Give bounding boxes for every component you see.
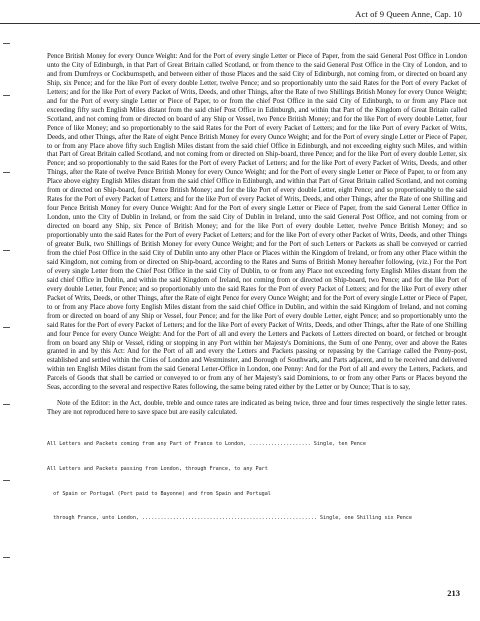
rate-line: All Letters and Packets passing from London, through France, to any Part xyxy=(47,465,268,472)
margin-mark xyxy=(3,557,10,558)
running-header-title: Act of 9 Queen Anne, Cap. 10 xyxy=(355,9,462,19)
main-text xyxy=(47,52,467,539)
margin-mark xyxy=(3,95,10,96)
header-rule xyxy=(0,23,480,24)
rate-line: All Letters and Packets coming from any Part of France to London, .................... Single, ten Pence xyxy=(47,440,366,447)
margin-mark xyxy=(3,250,10,251)
rate-list xyxy=(47,423,467,539)
margin-marks xyxy=(0,0,14,621)
rate-line: through France, unto London, ......................................................... Single, one Shilling six Pence xyxy=(47,515,412,522)
margin-mark xyxy=(3,404,10,405)
margin-mark xyxy=(3,43,10,44)
rate-line: of Spain or Portugal (Port paid to Bayonne) and from Spain and Portugal xyxy=(47,490,271,497)
page-number: 213 xyxy=(447,588,460,598)
body-paragraph: Pence British Money for every Ounce Weight: And for the Port of every single Letter or Piece of Paper, from the said General Post Office in London unto the City of Edinburgh, in that Part of Great Britain called Scotland, or from thence to the said General Post Office in the City of London, and to and from Dumfreys or Cockburnspeth, and between either of those Places and the said City of Edinburgh, not coming from, or directed on board any Ship, six Pence; and for the like Port of every double Letter, twelve Pence; and so proportionably unto the said Rates for the Port of every Packet of Letters; and for the like Port of every Packet of Writs, Deeds, and other Things, after the Rate of two Shillings British Money for every Ounce Weight; and for the Port of every single Letter or Piece of Paper, to or from the chief Post Office in the said City of Edinburgh, to or from any Place not exceeding fifty such English Miles distant from the said chief Post Office in Edinburgh, and within that Part of the Kingdom of Great Britain called Scotland, and not coming from or directed on board of any Ship or Vessel, two Pence British Money; and for the like Port of every double Letter, four Pence of like Money; and so proportionably to the said Rates for the Port of every Packet of Letters; and for the like Port of every Packet of Writs, Deeds, and other Things, after the Rate of eight Pence British Money for every Ounce Weight; and for the Port of every single Letter or Piece of Paper, to or from any Place above fifty such English Miles distant from the said chief Office in Edinburgh, and not exceeding eighty such Miles, and within that Part of Great Britain called Scotland, and not coming from or directed on Ship-board, three Pence; and for the like Port of every double Letter, six Pence; and so proportionably to the said Rates for the Port of every Packet of Letters; and for the like Port of every Packet of Writs, Deeds, and other Things, after the Rate of twelve Pence British Money for every Ounce Weight; and for the Port of every single Letter or Piece of Paper, to or from any Place above eighty English Miles distant from the said chief Office in Edinburgh, and within that Part of Great Britain called Scotland, and not coming from or directed on Ship-board, four Pence British Money; and for the like Port of every double Letter, eight Pence; and so proportionably to the said Rates for the Port of every Packet of Letters; and for the like Port of every Packet of Writs, Deeds, and other Things, after the Rate of one Shilling and four Pence British Money for every Ounce Weight: And for the Port of every single Letter or Piece of Paper, from the said General Letter Office in London, unto the City of Dublin in Ireland, or from the said City of Dublin in Ireland, unto the said General Post Office, and not coming from or directed on board any Ship, six Pence of British Money; and for the like Port of every double Letter, twelve Pence British Money; and so proportionably unto the said Rates for the Port of every Packet of Letters; and for the like Port of every other Packet of Writs, Deeds, and other Things of greater Bulk, two Shillings of British Money for every Ounce Weight; and for the Port of such Letters or Packets as shall be conveyed or carried from the chief Post Office in the said City of Dublin unto any other Place or Places within the Kingdom of Ireland, or from any other Place within the said Kingdom, not coming from or directed on Ship-board, according to the Rates and Sums of British Money hereafter following, (viz.) For the Port of every single Letter from the Chief Post Office in the said City of Dublin, to or from any Place not exceeding forty English Miles distant from the said chief Office in Dublin, and within the said Kingdom of Ireland, not coming from or directed on Ship-board, two Pence; and for the like Port of every double Letter, four Pence; and so proportionably unto the said Rates for the Port of every Packet of Letters; and for the like Port of every other Packet of Writs, Deeds, or other Things, after the Rate of eight Pence for every Ounce Weight; and for the Port of every single Letter or Piece of Paper, to or from any Place above forty English Miles distant from the said chief Office in Dublin, and within the said Kingdom of Ireland, and not coming from or directed on board of any Ship or Vessel, four Pence; and for the like Port of every double Letter, eight Pence; and so proportionably unto the said Rates for the Port of every Packet of Letters; and for the like Port of every Packet of Writs, Deeds, and other Things, after the Rate of one Shilling and four Pence for every Ounce Weight: And for the Port of all and every the Letters and Packets of Letters directed on board, or fetched or brought from on board any Ship or Vessel, riding or stopping in any Port within her Majesty's Dominions, the Sum of one Penny, over and above the Rates granted in and by this Act: And for the Port of all and every the Letters and Packets passing or repassing by the Carriage called the Penny-post, established and settled within the Cities of London and Westminster, and Borough of Southwark, and Parts adjacent, and to be received and delivered within ten English Miles distant from the said General Letter-Office in London, one Penny: And for the Port of all and every the Letters, Packets, and Parcels of Goods that shall be carried or conveyed to or from any of her Majesty's said Dominions, to or from any other Parts or Places beyond the Seas, according to the several and respective Rates following, the same being rated either by the Letter or by Ounce; That is to say, xyxy=(47,52,467,392)
editor-note: Note of the Editor: in the Act, double, treble and ounce rates are indicated as being twice, three and four times respectively the single letter rates. They are not reproduced here to save space but are easily calculated. xyxy=(47,399,467,417)
margin-mark xyxy=(3,480,10,481)
margin-mark xyxy=(3,327,10,328)
page-header xyxy=(0,0,480,28)
margin-mark xyxy=(3,172,10,173)
